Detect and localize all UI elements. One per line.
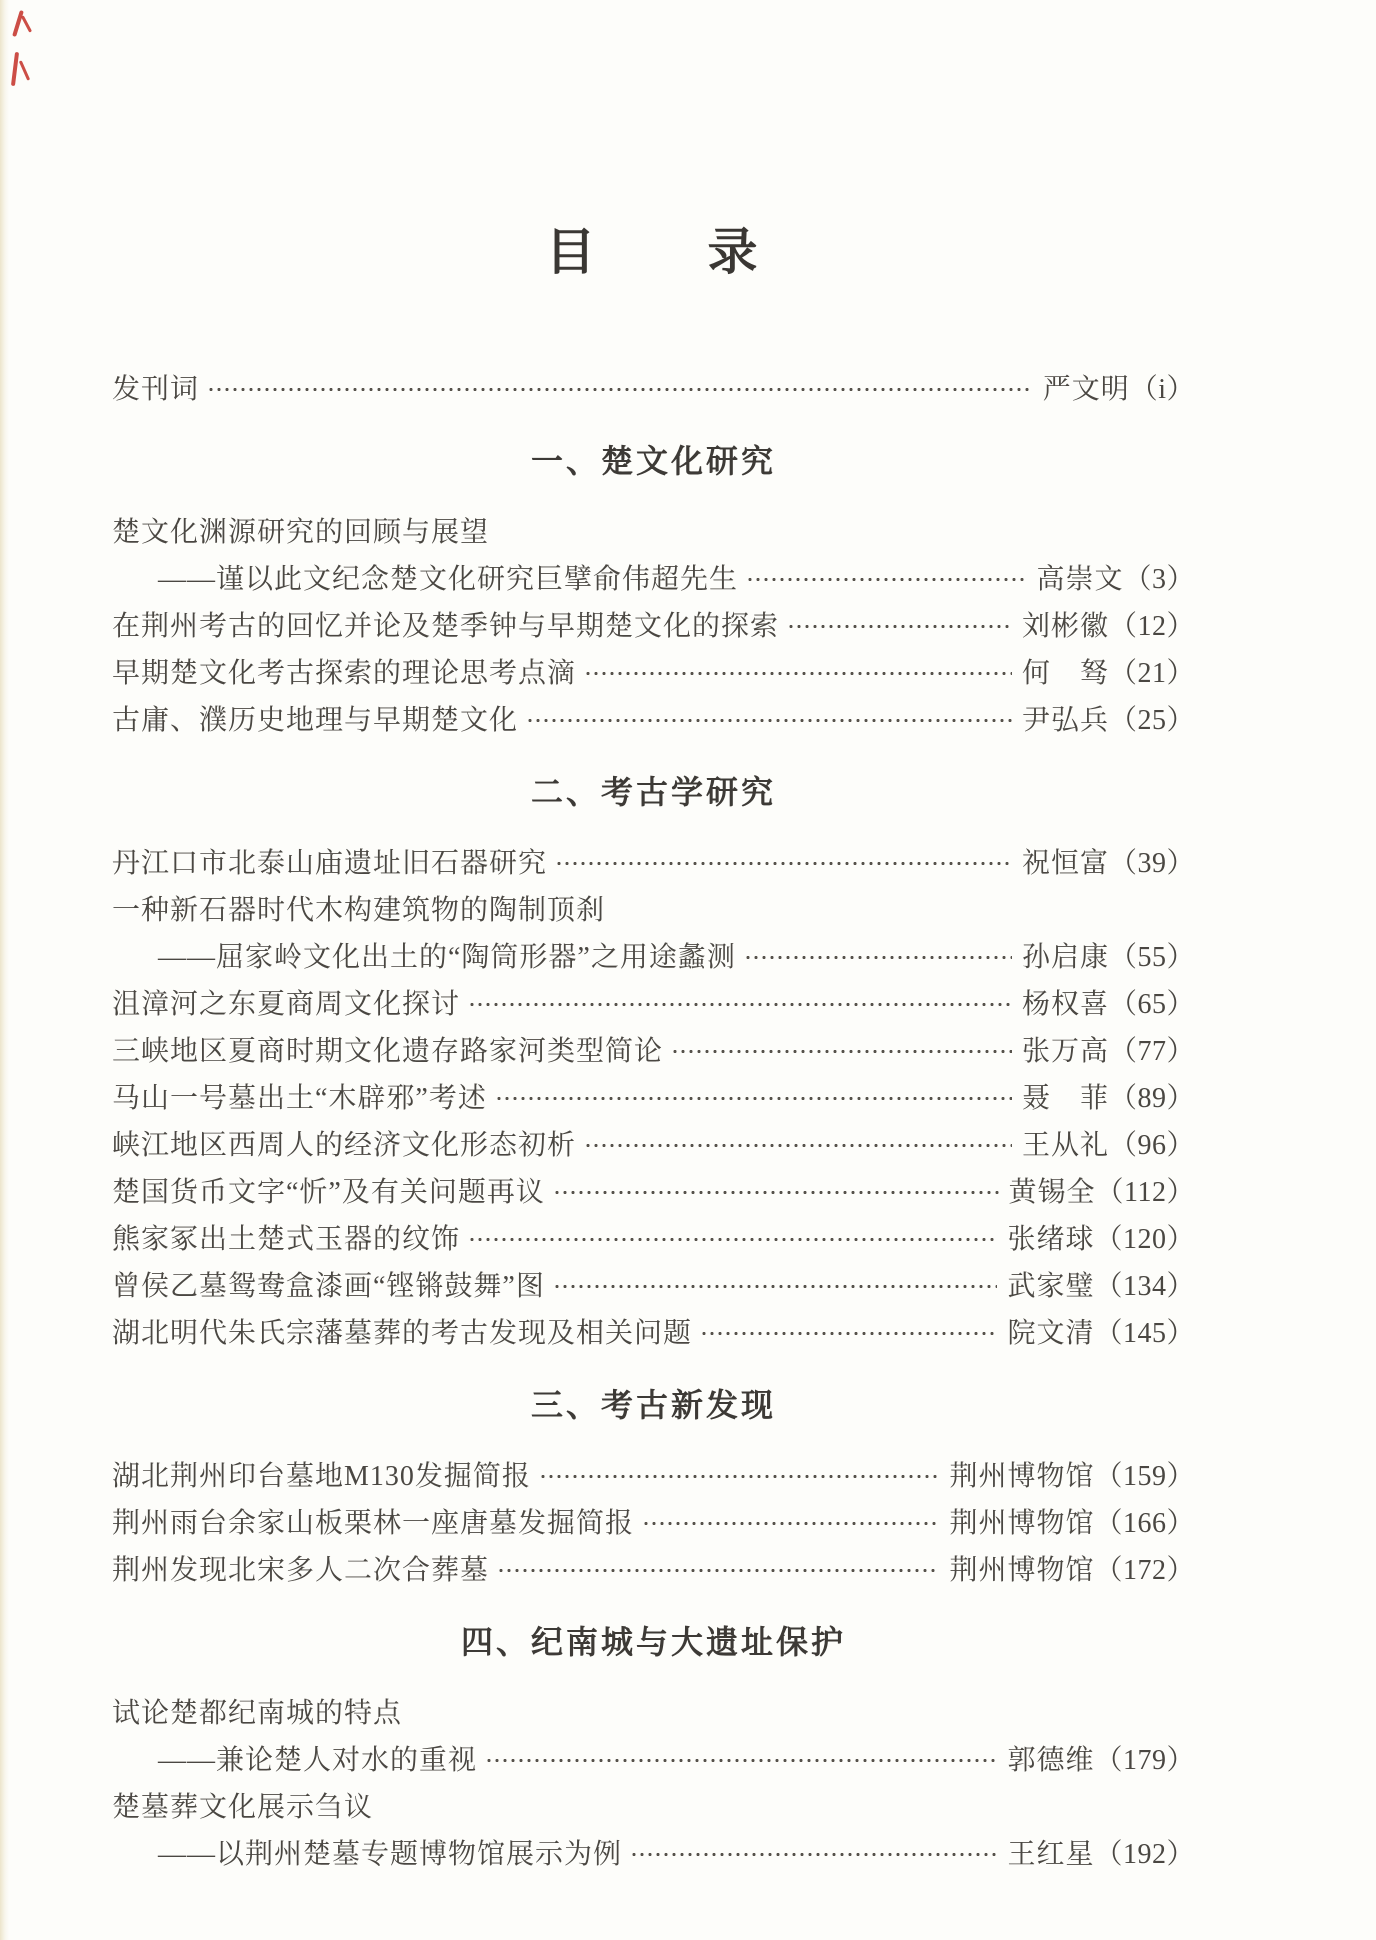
dot-leader (539, 1468, 940, 1485)
page-number: （134） (1094, 1271, 1195, 1302)
entry-ref (1022, 1075, 1195, 1122)
toc-entry (112, 1737, 1195, 1784)
scan-artifact-red-mark (11, 52, 19, 86)
author-name: 祝恒富 (1021, 848, 1109, 879)
entry-title: 一种新石器时代木构建筑物的陶制顶刹 (112, 895, 606, 926)
author-name: 王从礼 (1021, 1130, 1109, 1161)
entry-title: 马山一号墓出土“木辟邪”考述 (112, 1083, 487, 1114)
toc-entry (112, 1028, 1195, 1075)
author-name: 张万高 (1021, 1036, 1109, 1067)
page-number: （120） (1094, 1224, 1195, 1255)
entry-title: 曾侯乙墓鸳鸯盒漆画“铿锵鼓舞”图 (112, 1271, 545, 1302)
dot-leader (584, 665, 1012, 682)
toc-entry (112, 1310, 1195, 1357)
dot-leader (495, 1090, 1012, 1107)
entry-ref (1022, 697, 1195, 744)
author-name: 荆州博物馆 (949, 1461, 1095, 1492)
page-number: （21） (1108, 658, 1195, 689)
entry-title: ——屈家岭文化出土的“陶筒形器”之用途蠡测 (158, 942, 736, 973)
dot-leader (671, 1043, 1012, 1060)
entry-title: 试论楚都纪南城的特点 (112, 1698, 403, 1729)
page-number: （65） (1108, 989, 1195, 1020)
author-name: 武家璧 (1007, 1271, 1095, 1302)
page-number: （192） (1094, 1839, 1195, 1870)
author-name: 王红星 (1007, 1839, 1095, 1870)
page-number: （12） (1108, 611, 1195, 642)
author-name: 何 驽 (1021, 658, 1109, 689)
entry-title: 在荆州考古的回忆并论及楚季钟与早期楚文化的探索 (112, 611, 780, 642)
toc-entry-title-line (112, 1690, 1195, 1737)
section-heading: 一、楚文化研究 (530, 443, 776, 479)
author-name: 严文明 (1042, 374, 1130, 405)
entry-title: ——谨以此文纪念楚文化研究巨擘俞伟超先生 (158, 564, 739, 595)
dot-leader (642, 1515, 939, 1532)
page-number: （172） (1094, 1555, 1195, 1586)
entry-ref (1022, 934, 1195, 981)
page-number: （55） (1108, 942, 1195, 973)
page-number: （39） (1108, 848, 1195, 879)
toc-page (112, 0, 1195, 1878)
dot-leader (497, 1562, 939, 1579)
author-name: 聂 菲 (1021, 1083, 1109, 1114)
entry-title: 荆州发现北宋多人二次合葬墓 (112, 1555, 490, 1586)
toc-entry (112, 840, 1195, 887)
toc-entry (112, 1216, 1195, 1263)
entry-ref (1022, 840, 1195, 887)
author-name: 刘彬徽 (1021, 611, 1109, 642)
entry-ref (1022, 603, 1195, 650)
entry-title: 丹江口市北泰山庙遗址旧石器研究 (112, 848, 548, 879)
entry-ref (1009, 1169, 1195, 1216)
entry-title: 楚文化渊源研究的回顾与展望 (112, 517, 490, 548)
scan-artifact-red-mark (21, 15, 32, 32)
entry-title: 湖北明代朱氏宗藩墓葬的考古发现及相关问题 (112, 1318, 693, 1349)
dot-leader (485, 1752, 997, 1769)
page-number: （i） (1129, 374, 1195, 405)
author-name: 黄锡全 (1008, 1177, 1096, 1208)
entry-title: 沮漳河之东夏商周文化探讨 (112, 989, 461, 1020)
page-number: （89） (1108, 1083, 1195, 1114)
scan-artifact-red-mark (19, 60, 30, 80)
author-name: 院文清 (1007, 1318, 1095, 1349)
author-name: 张绪球 (1007, 1224, 1095, 1255)
entry-ref (1043, 366, 1195, 413)
toc-entry (112, 1122, 1195, 1169)
entry-ref (1007, 1216, 1195, 1263)
dot-leader (744, 949, 1012, 966)
entry-title: 荆州雨台余家山板栗林一座唐墓发掘简报 (112, 1508, 635, 1539)
author-name: 孙启康 (1021, 942, 1109, 973)
entry-title: 湖北荆州印台墓地M130发掘简报 (112, 1461, 531, 1492)
dot-leader (700, 1325, 997, 1342)
entry-ref (1007, 1263, 1195, 1310)
page-number: （112） (1095, 1177, 1195, 1208)
dot-leader (553, 1278, 998, 1295)
author-name: 郭德维 (1007, 1745, 1095, 1776)
author-name: 荆州博物馆 (949, 1508, 1095, 1539)
author-name: 荆州博物馆 (949, 1555, 1095, 1586)
toc-entry (112, 697, 1195, 744)
toc-entry (112, 650, 1195, 697)
author-name: 杨权喜 (1021, 989, 1109, 1020)
page-title: 目 录 (545, 224, 762, 280)
section-heading: 三、考古新发现 (530, 1387, 776, 1423)
toc-entry (112, 1547, 1195, 1594)
toc-entry (112, 1453, 1195, 1500)
toc-entry (112, 1263, 1195, 1310)
toc-entry (112, 603, 1195, 650)
page-number: （166） (1094, 1508, 1195, 1539)
page-number: （159） (1094, 1461, 1195, 1492)
entry-title: 古庸、濮历史地理与早期楚文化 (112, 705, 519, 736)
dot-leader (555, 855, 1012, 872)
dot-leader (787, 618, 1012, 635)
page-number: （77） (1108, 1036, 1195, 1067)
section-heading: 四、纪南城与大遗址保护 (460, 1624, 846, 1660)
scan-artifact-red-mark (12, 10, 24, 37)
entry-title: 三峡地区夏商时期文化遗存路家河类型简论 (112, 1036, 664, 1067)
entry-title: 峡江地区西周人的经济文化形态初析 (112, 1130, 577, 1161)
page-number: （3） (1123, 564, 1195, 595)
dot-leader (526, 712, 1012, 729)
dot-leader (468, 996, 1012, 1013)
entry-ref (949, 1547, 1195, 1594)
dot-leader (746, 571, 1026, 588)
toc-entry (112, 934, 1195, 981)
entry-ref (949, 1500, 1195, 1547)
entry-ref (1022, 1028, 1195, 1075)
dot-leader (630, 1846, 997, 1863)
entry-ref (1007, 1310, 1195, 1357)
toc-list (112, 366, 1195, 1878)
toc-entry (112, 366, 1195, 413)
entry-title: 楚墓葬文化展示刍议 (112, 1792, 374, 1823)
toc-entry (112, 1169, 1195, 1216)
section-heading: 二、考古学研究 (530, 774, 776, 810)
entry-ref (1036, 556, 1195, 603)
page-number: （179） (1094, 1745, 1195, 1776)
entry-ref (1022, 1122, 1195, 1169)
page-edge-shadow (0, 0, 9, 1940)
entry-title: ——以荆州楚墓专题博物馆展示为例 (158, 1839, 623, 1870)
toc-entry-title-line (112, 509, 1195, 556)
dot-leader (468, 1231, 997, 1248)
dot-leader (207, 381, 1033, 398)
dot-leader (584, 1137, 1012, 1154)
toc-entry-title-line (112, 887, 1195, 934)
toc-entry (112, 1075, 1195, 1122)
author-name: 高崇文 (1036, 564, 1124, 595)
toc-entry (112, 1831, 1195, 1878)
entry-title: 楚国货币文字“忻”及有关问题再议 (112, 1177, 545, 1208)
entry-ref (949, 1453, 1195, 1500)
page-number: （145） (1094, 1318, 1195, 1349)
toc-entry-title-line (112, 1784, 1195, 1831)
toc-entry (112, 1500, 1195, 1547)
entry-ref (1022, 650, 1195, 697)
entry-title: 早期楚文化考古探索的理论思考点滴 (112, 658, 577, 689)
page-number: （25） (1108, 705, 1195, 736)
entry-title: 发刊词 (112, 374, 200, 405)
author-name: 尹弘兵 (1021, 705, 1109, 736)
entry-title: ——兼论楚人对水的重视 (158, 1745, 478, 1776)
toc-entry (112, 556, 1195, 603)
toc-entry (112, 981, 1195, 1028)
entry-title: 熊家冢出土楚式玉器的纹饰 (112, 1224, 461, 1255)
page-number: （96） (1108, 1130, 1195, 1161)
dot-leader (553, 1184, 999, 1201)
entry-ref (1007, 1831, 1195, 1878)
entry-ref (1007, 1737, 1195, 1784)
entry-ref (1022, 981, 1195, 1028)
